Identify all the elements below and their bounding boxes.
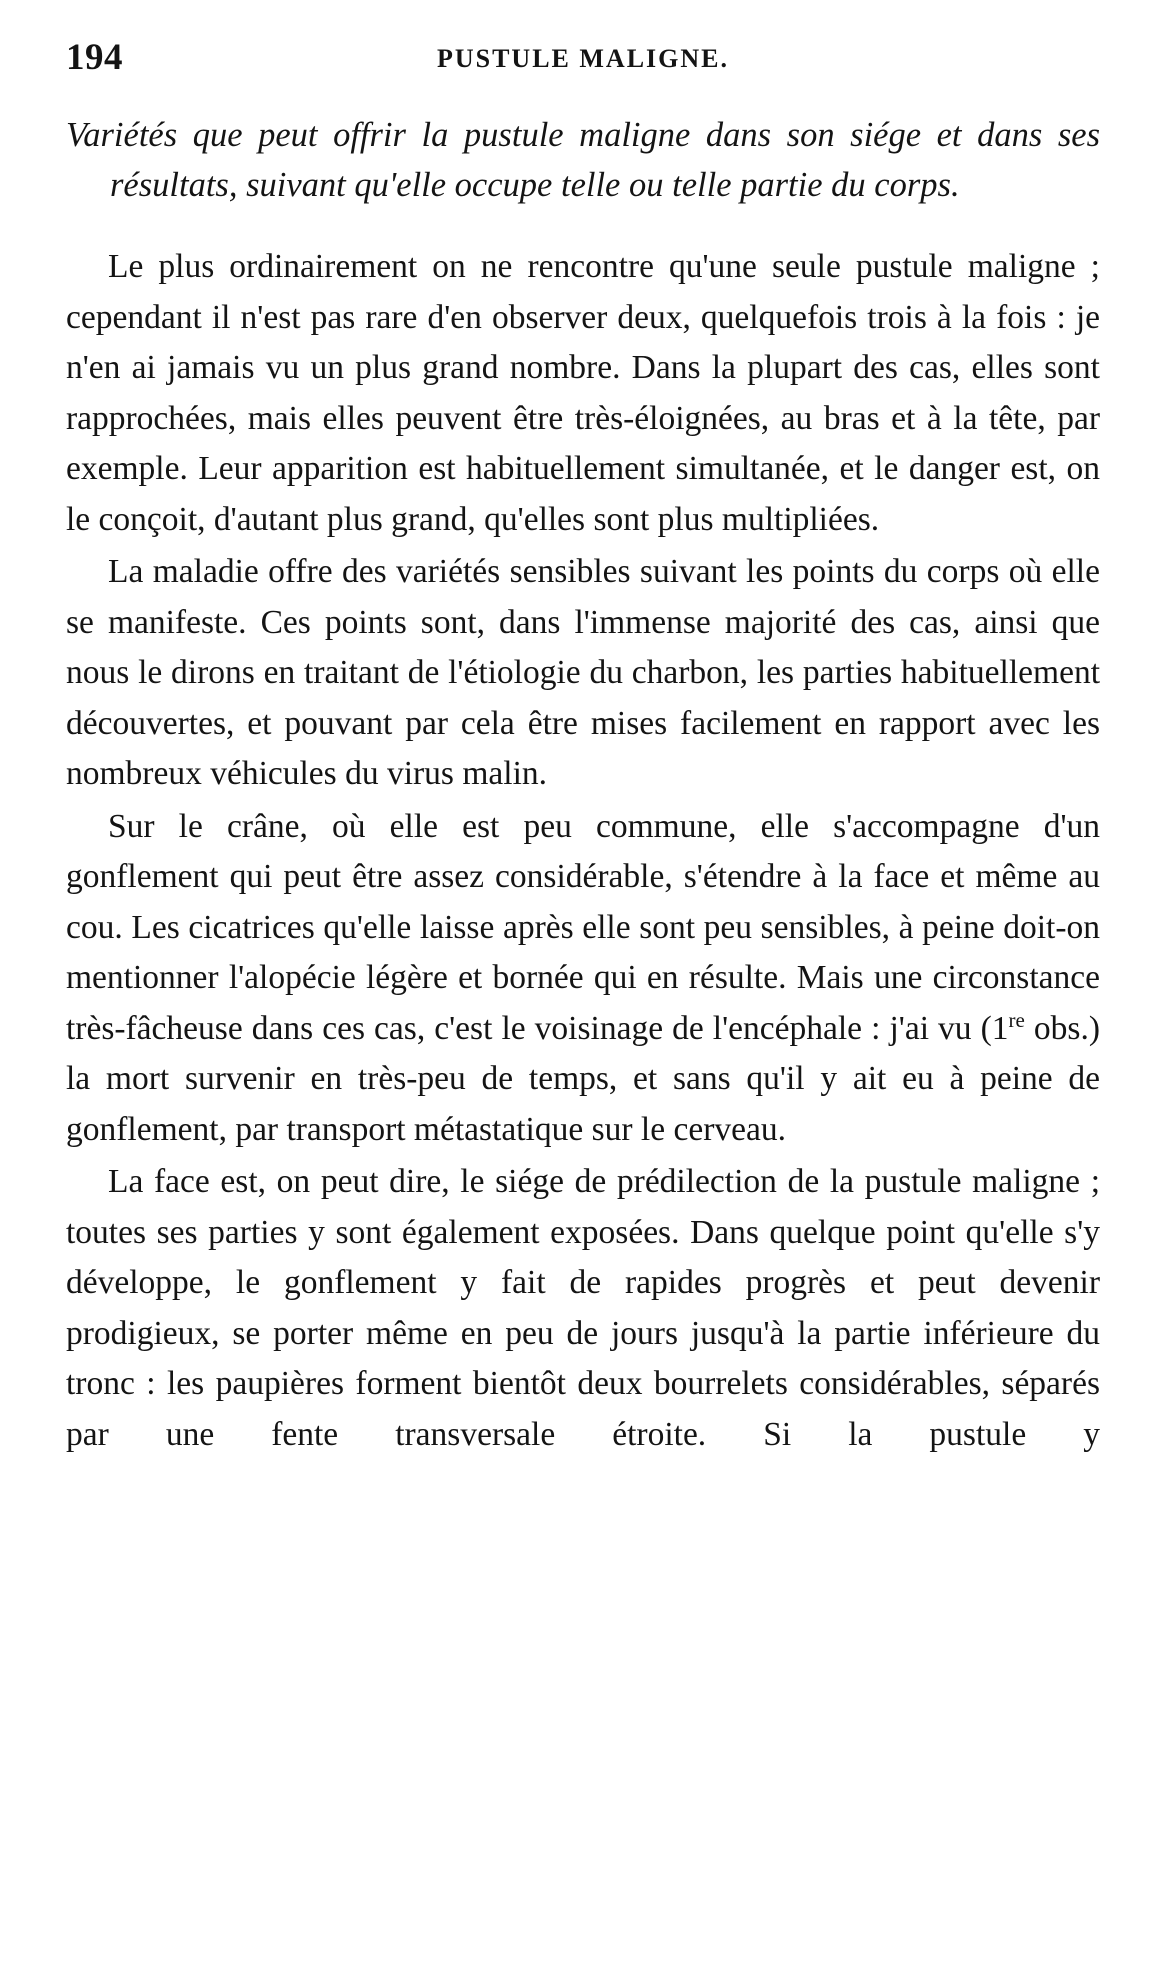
paragraph-text: obs.) la mort survenir en très-peu de temps, et sans qu'il y ait eu à peine de gonflement, par transport métastatique sur le cerveau. — [66, 1009, 1100, 1148]
body-text — [66, 242, 1100, 1460]
paragraph: Le plus ordinairement on ne rencontre qu'une seule pustule maligne ; cependant il n'est pas rare d'en observer deux, quelquefois trois à la fois : je n'en ai jamais vu un plus grand nombre. Dans la plupart des cas, elles sont rapprochées, mais elles peuvent être très-éloignées, au bras et à la tête, par exemple. Leur apparition est habituellement simultanée, et le danger est, on le conçoit, d'autant plus grand, qu'elles sont plus multipliées. — [66, 248, 1100, 538]
paragraph: La maladie offre des variétés sensibles suivant les points du corps où elle se manifeste. Ces points sont, dans l'immense majorité des cas, ainsi que nous le dirons en traitant de l'étiologie du charbon, les parties habituellement découvertes, et pouvant par cela être mises facilement en rapport avec les nombreux véhicules du virus malin. — [66, 553, 1100, 792]
paragraph — [66, 802, 1100, 1156]
section-heading: Variétés que peut offrir la pustule maligne dans son siége et dans ses résultats, suivant qu'elle occupe telle ou telle partie du corps. — [66, 116, 1100, 204]
book-page — [66, 36, 1100, 1462]
running-head — [66, 36, 1100, 84]
paragraph: La face est, on peut dire, le siége de prédilection de la pustule maligne ; toutes ses parties y sont également exposées. Dans quelque point qu'elle s'y développe, le gonflement y fait de rapides progrès et peut devenir prodigieux, se porter même en peu de jours jusqu'à la partie inférieure du tronc : les paupières forment bientôt deux bourrelets considérables, séparés par une fente transversale étroite. Si la pustule y — [66, 1163, 1100, 1453]
superscript: re — [1008, 1007, 1025, 1032]
running-title: PUSTULE MALIGNE. — [436, 44, 730, 73]
page-number: 194 — [66, 37, 123, 78]
paragraph-text: Sur le crâne, où elle est peu commune, elle s'accompagne d'un gonflement qui peut être assez considérable, s'étendre à la face et même au cou. Les cicatrices qu'elle laisse après elle sont peu sensibles, à peine doit-on mentionner l'alopécie légère et bornée qui en résulte. Mais une circonstance très-fâcheuse dans ces cas, c'est le voisinage de l'encéphale : j'ai vu (1 — [66, 807, 1100, 1047]
